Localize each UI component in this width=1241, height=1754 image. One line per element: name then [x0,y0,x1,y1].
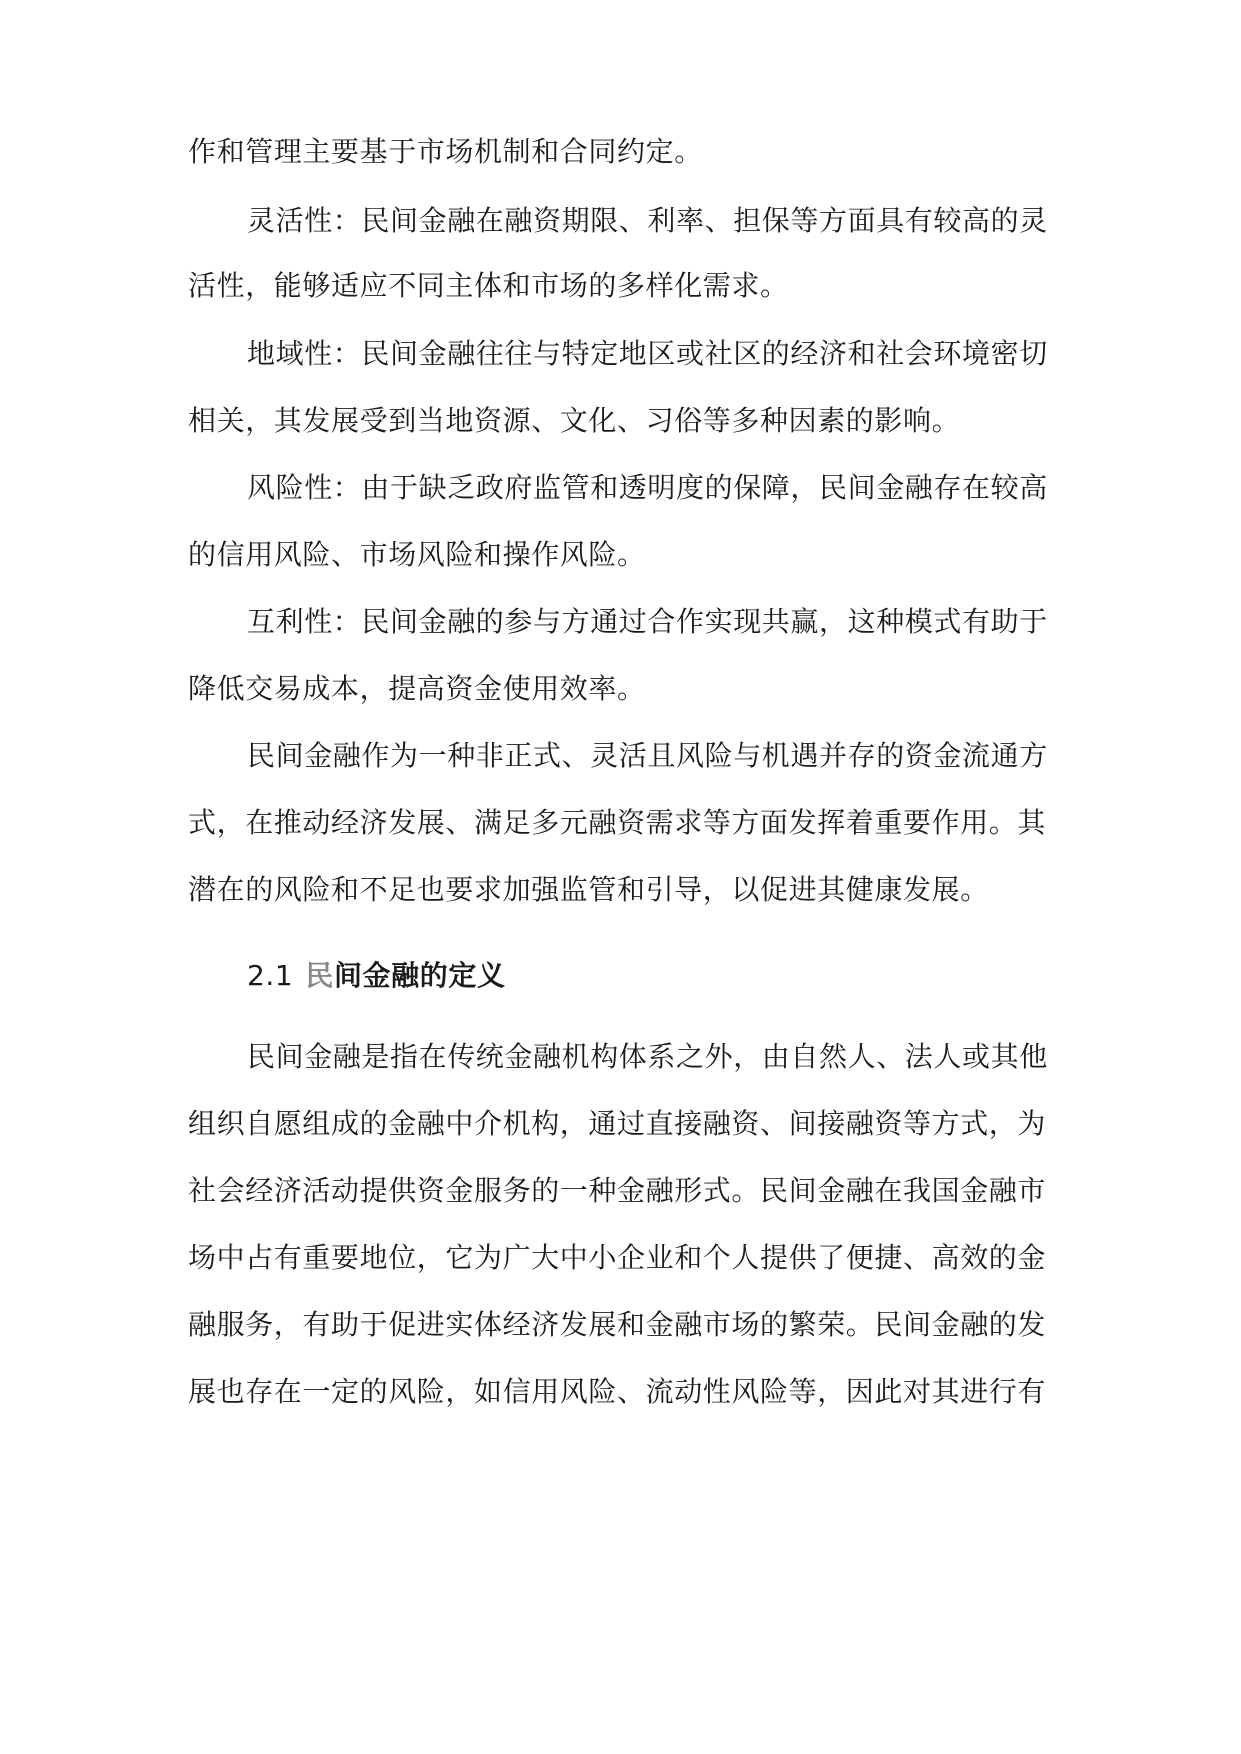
paragraph-line: 潜在的风险和不足也要求加强监管和引导，以促进其健康发展。 [188,873,989,906]
paragraph-line: 场中占有重要地位，它为广大中小企业和个人提供了便捷、高效的金 [188,1241,1047,1274]
section-heading [247,956,506,996]
section-title: 间金融的定义 [333,959,506,992]
section-title-first-char: 民 [305,959,334,992]
paragraph-line: 相关，其发展受到当地资源、文化、习俗等多种因素的影响。 [188,404,961,437]
paragraph-line: 的信用风险、市场风险和操作风险。 [188,538,646,571]
paragraph-line: 灵活性：民间金融在融资期限、利率、担保等方面具有较高的灵 [247,204,1048,237]
paragraph-line: 活性，能够适应不同主体和市场的多样化需求。 [188,269,789,302]
paragraph-line: 民间金融作为一种非正式、灵活且风险与机遇并存的资金流通方 [247,739,1048,772]
paragraph-line: 展也存在一定的风险，如信用风险、流动性风险等，因此对其进行有 [188,1375,1047,1408]
paragraph-line: 组织自愿组成的金融中介机构，通过直接融资、间接融资等方式，为 [188,1107,1047,1140]
paragraph-line: 降低交易成本，提高资金使用效率。 [188,672,646,705]
paragraph-line: 民间金融是指在传统金融机构体系之外，由自然人、法人或其他 [247,1040,1048,1073]
paragraph-line: 地域性：民间金融往往与特定地区或社区的经济和社会环境密切 [247,337,1048,370]
paragraph-line: 社会经济活动提供资金服务的一种金融形式。民间金融在我国金融市 [188,1174,1047,1207]
section-number: 2.1 [247,959,294,992]
paragraph-line: 互利性：民间金融的参与方通过合作实现共赢，这种模式有助于 [247,605,1048,638]
paragraph-line: 融服务，有助于促进实体经济发展和金融市场的繁荣。民间金融的发 [188,1308,1047,1341]
paragraph-line: 式，在推动经济发展、满足多元融资需求等方面发挥着重要作用。其 [188,806,1047,839]
paragraph-line: 作和管理主要基于市场机制和合同约定。 [188,135,703,168]
paragraph-line: 风险性：由于缺乏政府监管和透明度的保障，民间金融存在较高 [247,471,1048,504]
